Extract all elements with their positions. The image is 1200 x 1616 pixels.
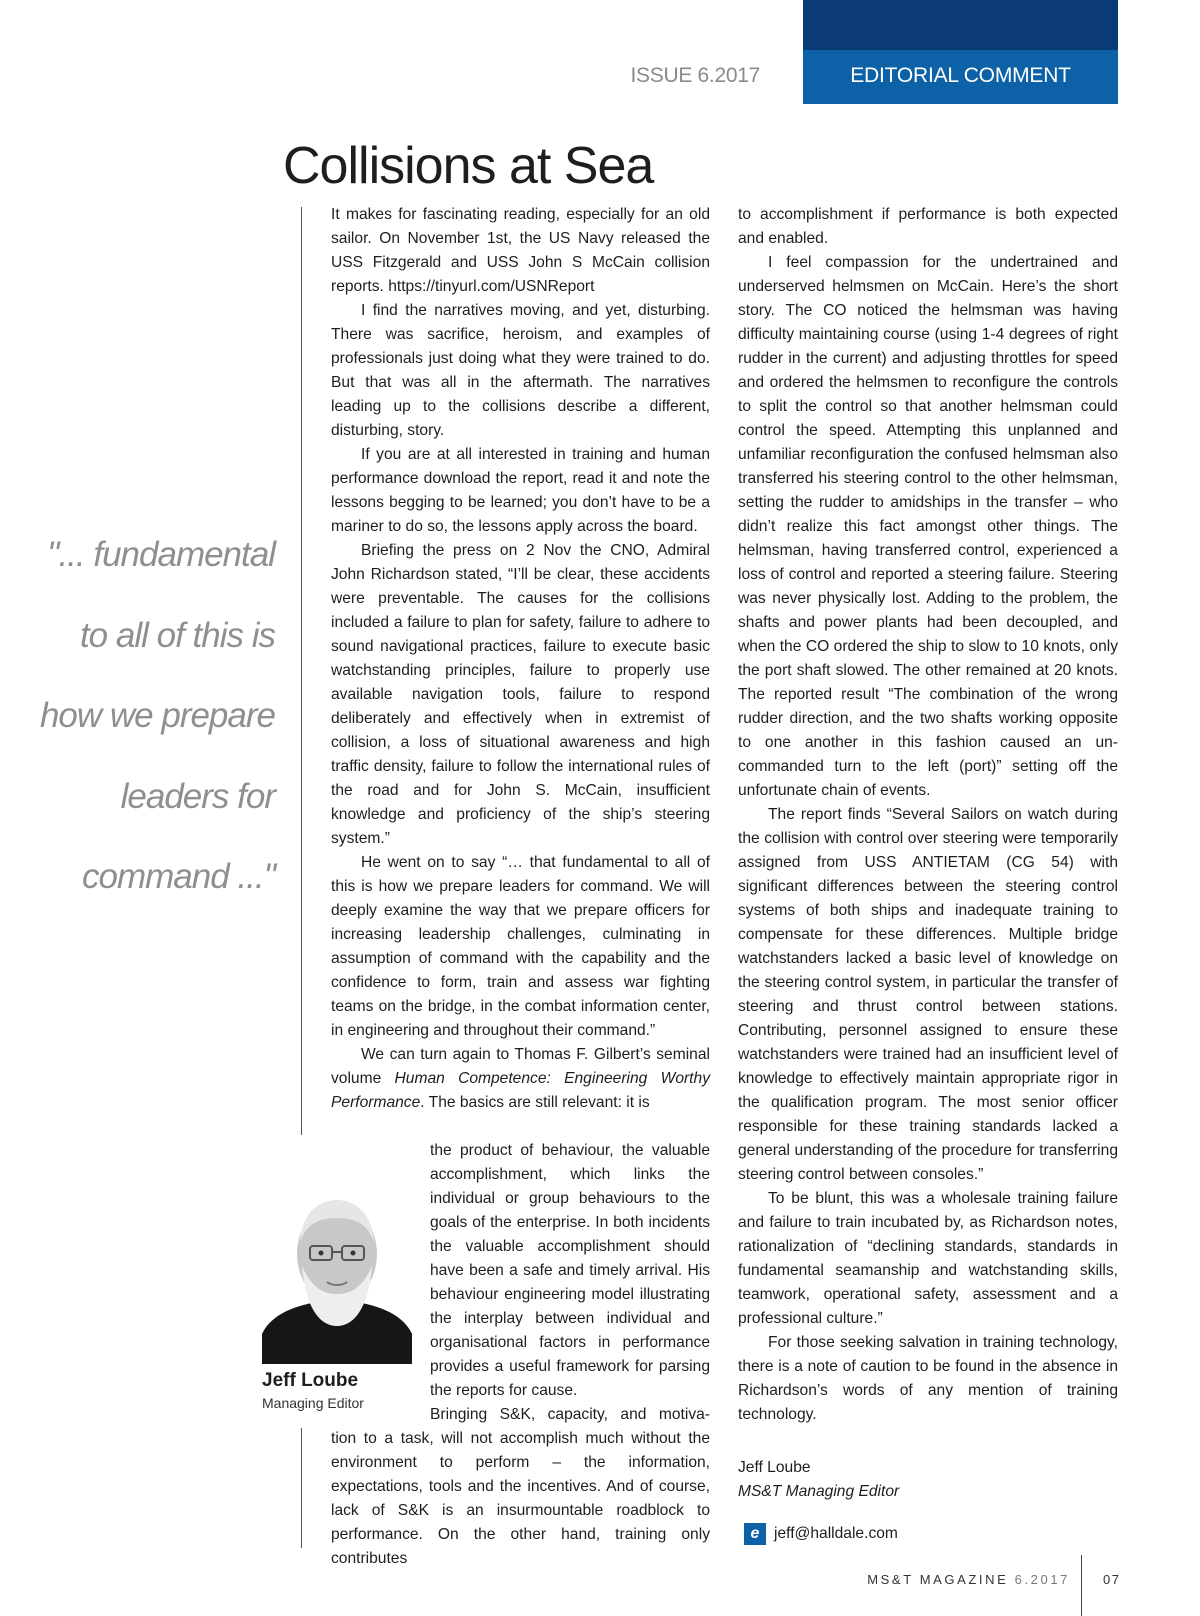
section-label: EDITORIAL COMMENT (850, 64, 1071, 87)
paragraph: Briefing the press on 2 Nov the CNO, Admiral John Richardson stated, “I’ll be clear, these accidents were preventable. The causes for the collisions included a failure to plan for safety, failure to adhere to sound navigational practices, failure to execute basic watchstanding principles, failure to properly use available navigation tools, failure to respond deliberately and effectively when in extremist of collision, a loss of situational awareness and high traffic density, failure to follow the international rules of the road and for John S. McCain, insufficient knowledge and proficiency of the ship’s steering system.” (331, 542, 710, 847)
paragraph: the product of behaviour, the valuable accomplishment, which links the individual or group behaviours to the goals of the enterprise. In both incidents the valuable accomplishment should have been a safe and timely arrival. His behaviour engineering model illustrating the interplay between individual and organisational factors in performance provides a useful framework for parsing the reports for cause. (430, 1142, 710, 1399)
article-column-1-wrap (430, 1139, 710, 1427)
column-rule-bottom (301, 1428, 302, 1548)
email-icon: e (744, 1523, 766, 1545)
paragraph: To be blunt, this was a wholesale training failure and failure to train incubated by, as Richardson notes, rationalization of “declining standards, standards in fundamental seamanship and watchstanding skills, teamwork, operational safety, assessment and a professional culture.” (738, 1190, 1118, 1327)
gilbert-after: . The basics are still relevant: it is (420, 1094, 650, 1111)
author-portrait-icon (262, 1184, 412, 1364)
paragraph-gilbert (331, 1043, 710, 1115)
signature (738, 1456, 899, 1504)
paragraph: I find the narratives moving, and yet, disturbing. There was sacrifice, heroism, and examples of professionals just doing what they were trained to do. But that was all in the aftermath. The narratives leading up to the collisions describe a different, disturbing, story. (331, 302, 710, 439)
paragraph: The report finds “Several Sailors on watch during the collision with control over steering were temporarily assigned from USS ANTIETAM (CG 54) with significant differences between the steering control systems of both ships and inadequate training to compensate for these differences. Multiple bridge watchstanders lacked a basic level of knowledge on the steering control system, in particular the transfer of steering and thrust control between stations. Contributing, personnel assigned to ensure these watchstanders were trained had an insufficient level of knowledge to effectively maintain appropriate rigor in the qualification program. The most senior officer responsible for these training standards lacked a general understanding of the procedure for transferring steering control between consoles.” (738, 806, 1118, 1183)
paragraph: I feel compassion for the undertrained and underserved helmsmen on McCain. Here’s the short story. The CO noticed the helmsman was having difficulty maintaining course (using 1-4 degrees of right rudder in the current) and adjusting throttles for speed and ordered the helmsmen to reconfigure the controls to split the control so that another helmsman could control the speed. Attempting this unplanned and unfamiliar reconfiguration the confused helmsman also transferred his steering control to the other helmsman, setting the rudder to amidships in the transfer – who didn’t realize this fact amongst other things. The helmsman, having transferred control, experienced a loss of control and reported a steering failure. Steering was never physically lost. Adding to the problem, the shafts and power plants had been decoupled, and when the CO ordered the ship to slow to 10 knots, only the port shaft slowed. The other remained at 20 knots. The reported result “The combination of the wrong rudder direction, and the two shafts working opposite to one another in this fashion caused an un-commanded turn to the left (port)” setting off the unfortunate chain of events. (738, 254, 1118, 799)
paragraph: It makes for fascinating reading, especially for an old sailor. On November 1st, the US Navy released the USS Fitzgerald and USS John S McCain collision reports. https://tinyurl.com/USNReport (331, 206, 710, 295)
issue-label: ISSUE 6.2017 (630, 64, 760, 87)
author-photo (262, 1184, 412, 1364)
paragraph: If you are at all interested in training and human performance download the report, read it and note the lessons begging to be learned; you don’t have to be a mariner to do so, the lessons apply across the board. (331, 446, 710, 535)
footer-issue: 6.2017 (1014, 1572, 1070, 1587)
signature-title: MS&T Managing Editor (738, 1483, 900, 1500)
column-rule-top (301, 207, 302, 1135)
article-column-2 (738, 203, 1118, 1427)
section-tab-band (803, 0, 1118, 50)
email-link[interactable]: jeff@halldale.com (774, 1525, 898, 1542)
article-column-1-end (331, 1427, 710, 1571)
email-line (744, 1522, 898, 1546)
footer-magazine-name: MS&T MAGAZINE (867, 1572, 1009, 1587)
article-title: Collisions at Sea (283, 137, 654, 195)
footer-divider (1081, 1555, 1082, 1616)
author-role: Managing Editor (262, 1395, 364, 1411)
book-title: Human Competence: Engineering Worthy Performance (331, 1070, 710, 1111)
paragraph: For those seeking salvation in training technology, there is a note of caution to be found in the absence in Richardson’s words of any mention of training technology. (738, 1334, 1118, 1423)
author-name: Jeff Loube (262, 1370, 359, 1391)
paragraph: to accomplishment if performance is both expected and enabled. (738, 206, 1118, 247)
gilbert-intro: We can turn again to Thomas F. Gilbert’s seminal volume (331, 1046, 710, 1087)
paragraph: tion to a task, will not accomplish much without the environment to perform – the information, expectations, tools and the incentives. And of course, lack of S&K is an insurmountable roadblock to performance. On the other hand, training only contributes (331, 1430, 710, 1567)
article-column-1 (331, 203, 710, 1115)
paragraph: He went on to say “… that fundamental to all of this is how we prepare leaders for command. We will deeply examine the way that we prepare officers for increasing leadership challenges, culminating in assumption of command with the capability and the confidence to form, train and assess war fighting teams on the bridge, in the combat information center, in engineering and throughout their command.” (331, 854, 710, 1039)
signature-name: Jeff Loube (738, 1459, 811, 1476)
footer-magazine (800, 1572, 1070, 1587)
page-number: 07 (1103, 1572, 1121, 1587)
pull-quote: "... fundamental to all of this is how we prepare leaders for command ..." (39, 535, 275, 896)
paragraph: Bringing S&K, capacity, and motiva- (430, 1406, 710, 1423)
section-tab (803, 0, 1118, 104)
